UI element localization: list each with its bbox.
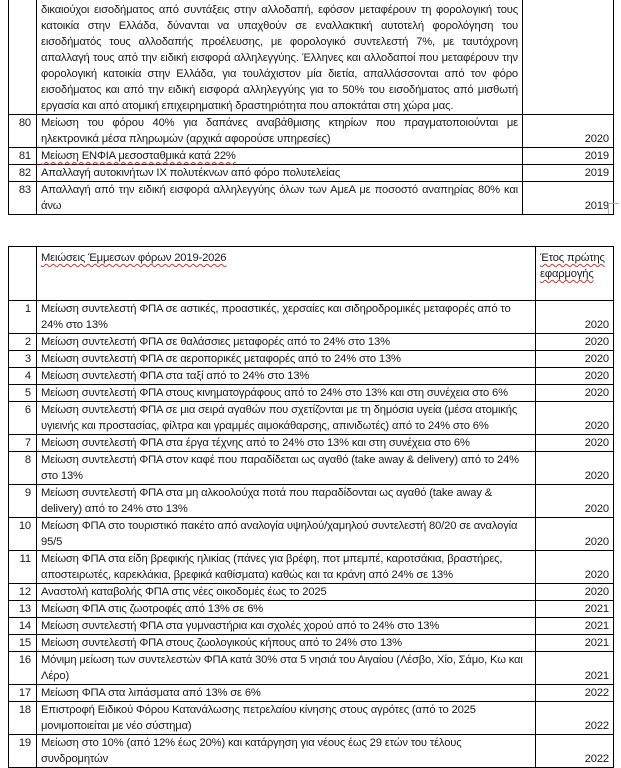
table-row: [9, 601, 614, 618]
table-row: [9, 702, 614, 735]
row-number: 5: [9, 385, 37, 402]
row-number: 81: [9, 148, 37, 165]
row-text: Μείωση στο 10% (από 12% έως 20%) και κατάργηση για νέους έως 29 ετών του τέλους συνδρομητών: [37, 735, 536, 768]
row-text: Μείωση συντελεστή ΦΠΑ σε θαλάσσιες μεταφορές από το 24% στο 13%: [37, 334, 536, 351]
row-text: [37, 148, 523, 165]
direct-tax-reductions-table: [8, 0, 614, 215]
row-year: 2020: [536, 351, 614, 368]
row-number: 6: [9, 402, 37, 435]
table-header-row: [9, 247, 614, 301]
row-number: 17: [9, 685, 37, 702]
row-year: 2020: [536, 435, 614, 452]
row-text: Μείωση του φόρου 40% για δαπάνες αναβάθμισης κτηρίων που πραγματοποιούνται με ηλεκτρονικά μέσα πληρωμών (αρχικά αφορούσε υπηρεσίες): [37, 115, 523, 148]
row-number: 8: [9, 452, 37, 485]
table-row: [9, 165, 614, 182]
table-row: [9, 115, 614, 148]
year-column-header: [536, 247, 614, 301]
row-number: 13: [9, 601, 37, 618]
row-text: Μείωση συντελεστή ΦΠΑ στα ταξί από το 24% στο 13%: [37, 368, 536, 385]
row-number: 2: [9, 334, 37, 351]
row-text: Αναστολή καταβολής ΦΠΑ στις νέες οικοδομές έως το 2025: [37, 584, 536, 601]
row-number: 9: [9, 485, 37, 518]
row-text: Μείωση ΦΠΑ στα λιπάσματα από 13% σε 6%: [37, 685, 536, 702]
table-row: [9, 385, 614, 402]
row-year: 2022: [536, 702, 614, 735]
table-row: [9, 618, 614, 635]
row-year: 2019: [523, 182, 614, 215]
row-year: 2022: [536, 735, 614, 768]
row-text: Μείωση ΦΠΑ στα είδη βρεφικής ηλικίας (πάνες για βρέφη, ποτ μπεμπέ, καροτσάκια, βραστήρες, αποστειρωτές, καρεκλάκια, βρεφικά καθίσματα) καθώς και τα κράνη από 24% σε 13%: [37, 551, 536, 584]
row-text: Απαλλαγή από την ειδική εισφορά αλληλεγγύης όλων των ΑμεΑ με ποσοστό αναπηρίας 80% και άνω: [37, 182, 523, 215]
row-year: 2020: [536, 485, 614, 518]
row-text: Μείωση συντελεστή ΦΠΑ σε μια σειρά αγαθών που σχετίζονται με τη δημόσια υγεία (μέσα ατομικής υγιεινής και προστασίας, φίλτρα και γραμμές αιμοκάθαρσης, απινιδωτές) από το 24% στο 6%: [37, 402, 536, 435]
row-year: 2020: [523, 115, 614, 148]
row-number: 82: [9, 165, 37, 182]
table-row: [9, 452, 614, 485]
year-column-header-text: Έτος πρώτης εφαρμογής: [540, 252, 605, 280]
row-text: Μείωση συντελεστή ΦΠΑ στα μη αλκοολούχα ποτά που παραδίδονται ως αγαθό (take away & delivery) από το 24% στο 13%: [37, 485, 536, 518]
row-number: 80: [9, 115, 37, 148]
row-number: 14: [9, 618, 37, 635]
row-year: 2020: [536, 551, 614, 584]
row-year: 2021: [536, 635, 614, 652]
row-year: 2020: [536, 452, 614, 485]
row-number: 4: [9, 368, 37, 385]
table-row-continuation: [9, 0, 614, 115]
row-year: 2019: [523, 148, 614, 165]
row-number: 16: [9, 652, 37, 685]
table-row: [9, 735, 614, 768]
row-number: 1: [9, 301, 37, 334]
row-number: 12: [9, 584, 37, 601]
row-year: 2020: [536, 301, 614, 334]
row-text: Μείωση συντελεστή ΦΠΑ σε αεροπορικές μεταφορές από το 24% στο 13%: [37, 351, 536, 368]
table-row: [9, 518, 614, 551]
table-row: [9, 351, 614, 368]
table-row: [9, 182, 614, 215]
row-text: Απαλλαγή αυτοκινήτων ΙΧ πολυτέκνων από φόρο πολυτελείας: [37, 165, 523, 182]
row-text: Επιστροφή Ειδικού Φόρου Κατανάλωσης πετρελαίου κίνησης στους αγρότες (από το 2025 μονιμοποιείται με νέο σύστημα): [37, 702, 536, 735]
row-year: 2020: [536, 518, 614, 551]
table-title: [37, 247, 536, 301]
table-row: [9, 148, 614, 165]
table-row: [9, 685, 614, 702]
table-row: [9, 334, 614, 351]
row-year: 2020: [536, 368, 614, 385]
row-year: 2021: [536, 601, 614, 618]
row-number: 15: [9, 635, 37, 652]
row-year: 2020: [536, 584, 614, 601]
row-year: 2020: [536, 402, 614, 435]
row-number: 83: [9, 182, 37, 215]
table-title-text: Μειώσεις Έμμεσων φόρων 2019-2026: [41, 252, 227, 264]
row-number-cell: [9, 0, 37, 115]
table-row: [9, 652, 614, 685]
row-number: 10: [9, 518, 37, 551]
header-number-cell: [9, 247, 37, 301]
table-row: [9, 368, 614, 385]
row-text-content: Μείωση ΕΝΦΙΑ μεσοσταθμικά κατά 22%: [41, 150, 236, 162]
row-year: 2022: [536, 685, 614, 702]
table-row: [9, 402, 614, 435]
page-corner-mark: [608, 203, 619, 214]
row-text: Μείωση συντελεστή ΦΠΑ στα έργα τέχνης από το 24% στο 13% και στη συνέχεια στο 6%: [37, 435, 536, 452]
row-number: 7: [9, 435, 37, 452]
row-year: [523, 0, 614, 115]
table-row: [9, 435, 614, 452]
row-year: 2021: [536, 652, 614, 685]
row-year: 2020: [536, 334, 614, 351]
row-text: Μείωση συντελεστή ΦΠΑ στα γυμναστήρια και σχολές χορού από το 24% στο 13%: [37, 618, 536, 635]
row-text: Μείωση ΦΠΑ στο τουριστικό πακέτο από αναλογία υψηλού/χαμηλού συντελεστή 80/20 σε αναλογία 95/5: [37, 518, 536, 551]
row-text: Μείωση συντελεστή ΦΠΑ σε αστικές, προαστικές, χερσαίες και σιδηροδρομικές μεταφορές από το 24% στο 13%: [37, 301, 536, 334]
row-number: 19: [9, 735, 37, 768]
row-year: 2020: [536, 385, 614, 402]
table-row: [9, 551, 614, 584]
table-row: [9, 485, 614, 518]
row-text: Μείωση συντελεστή ΦΠΑ στον καφέ που παραδίδεται ως αγαθό (take away & delivery) από το 24% στο 13%: [37, 452, 536, 485]
table-row: [9, 584, 614, 601]
row-text: Μείωση συντελεστή ΦΠΑ στους κινηματογράφους από το 24% στο 13% και στη συνέχεια στο 6%: [37, 385, 536, 402]
row-number: 11: [9, 551, 37, 584]
row-text: Μόνιμη μείωση των συντελεστών ΦΠΑ κατά 30% στα 5 νησιά του Αιγαίου (Λέσβο, Χίο, Σάμο, Κω και Λέρο): [37, 652, 536, 685]
row-text: δικαιούχοι εισοδήματος από συντάξεις στην αλλοδαπή, εφόσον μεταφέρουν τη φορολογική τους κατοικία στην Ελλάδα, δύνανται να υπαχθούν σε εναλλακτική αυτοτελή φορολόγηση του εισοδήματός τους αλλοδαπής προέλευσης, με φορολογικό συντελεστή 7%, με ταυτόχρονη απαλλαγή τους από την ειδική εισφορά αλληλεγγύης. Έλληνες και αλλοδαποί που μεταφέρουν την φορολογική κατοικία στην Ελλάδα, για τουλάχιστον μία διετία, απαλλάσσονται από τον φόρο εισοδήματος και από την ειδική εισφορά αλληλεγγύης για το 50% του εισοδήματος από μισθωτή εργασία και από ατομική επιχειρηματική δραστηριότητα που αποκτάται στη χώρα μας.: [37, 0, 523, 115]
row-number: 18: [9, 702, 37, 735]
table-body: [9, 301, 614, 768]
row-text: Μείωση ΦΠΑ στις ζωοτροφές από 13% σε 6%: [37, 601, 536, 618]
row-text: Μείωση συντελεστή ΦΠΑ στους ζωολογικούς κήπους από το 24% στο 13%: [37, 635, 536, 652]
row-number: 3: [9, 351, 37, 368]
row-year: 2019: [523, 165, 614, 182]
table-row: [9, 301, 614, 334]
row-year: 2021: [536, 618, 614, 635]
table-row: [9, 635, 614, 652]
indirect-tax-reductions-table: [8, 246, 614, 768]
